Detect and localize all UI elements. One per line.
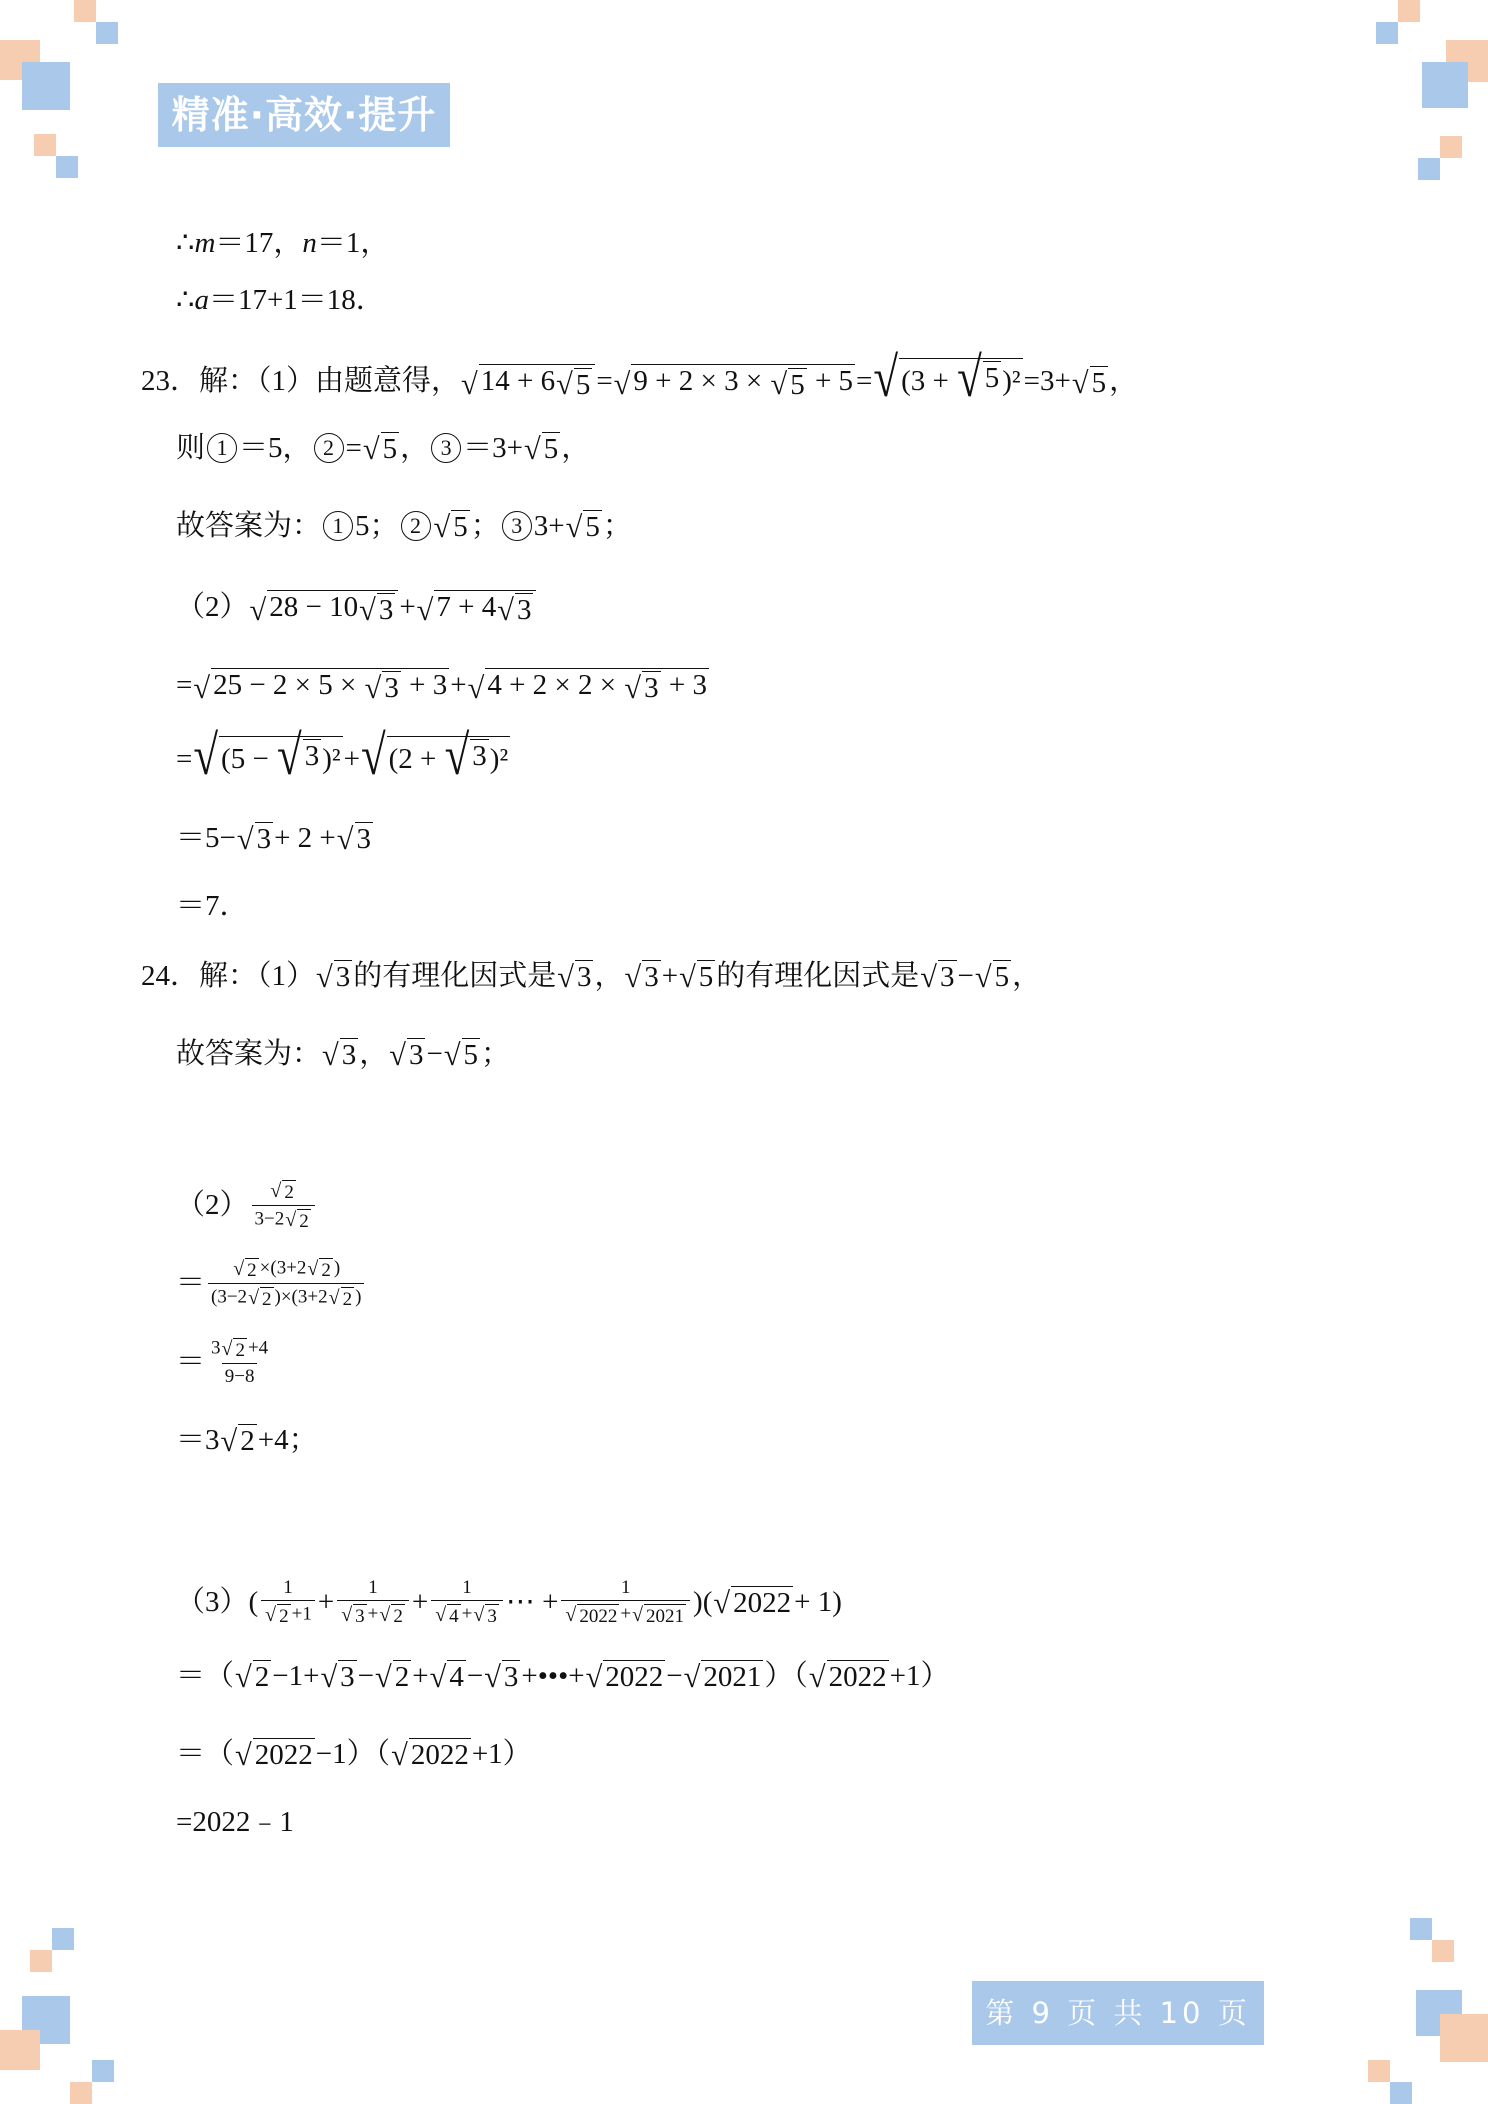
part3-result: =2022﹣1	[176, 1806, 294, 1838]
part3-expression: （3）( 1 √ 2 +1 + 1 √ 3 + √ 2 + 1 √ 4 + √ 3 ⋯ + 1 √ 2022 + √ 2021 )( √ 2022 + 1)	[176, 1577, 842, 1627]
answer-line-24: 故答案为： √ 3 ， √ 3 − √ 5 ；	[176, 1037, 511, 1072]
question-24-line: 24．解：（1） √ 3 的有理化因式是 √ 3 ， √ 3 + √ 5 的有理化因式是 √ 3 − √ 5 ，	[141, 959, 1042, 994]
fraction-step-1: ＝ √ 2 ×(3+2 √ 2 ) (3−2 √ 2 )×(3+2 √ 2 )	[176, 1258, 367, 1309]
question-23-line: 23．解：（1）由题意得， √ 14 + 6 √ 5 = √ 9 + 2 × 3 × √ 5 + 5 = √ (3 + √ 5 )² =3+ √ 5 ，	[141, 346, 1139, 409]
page-number-label: 第 9 页 共 10 页	[972, 1981, 1264, 2045]
part2-expression: （2） √ 28 − 10 √ 3 + √ 7 + 4 √ 3	[176, 590, 537, 625]
part2-step-2: = √ (5 − √ 3 )² + √ (2 + √ 3 )²	[176, 724, 509, 787]
brand-banner: 精准·高效·提升	[158, 83, 450, 147]
circled-values-line: 则 1 ＝5， 2 = √ 5 ， 3 ＝3+ √ 5 ，	[176, 431, 591, 466]
part3-step-2: ＝（ √ 2022 −1）（ √ 2022 +1）	[176, 1737, 532, 1772]
part2-step-1: = √ 25 − 2 × 5 × √ 3 + 3 + √ 4 + 2 × 2 × √ 3 + 3	[176, 669, 707, 705]
part3-step-1: ＝（ √ 2 −1+ √ 3 − √ 2 + √ 4 − √ 3 +•••+ √ 2022 − √ 2021 ）（ √ 2022 +1）	[176, 1659, 950, 1694]
part2-result: ＝7．	[176, 890, 249, 922]
part2-fraction: （2） √ 2 3−2 √ 2	[176, 1180, 318, 1231]
answer-line-23: 故答案为： 1 5； 2 √ 5 ； 3 3+ √ 5 ；	[176, 509, 632, 544]
part2-step-3: ＝5− √ 3 + 2 + √ 3	[176, 821, 372, 856]
fraction-result: ＝3 √ 2 +4；	[176, 1423, 318, 1458]
line-a: ∴ a ＝17+1＝18．	[176, 284, 385, 316]
line-m-n: ∴ m ＝17， n ＝1，	[176, 227, 390, 259]
fraction-step-2: ＝ 3 √ 2 +4 9−8	[176, 1337, 269, 1387]
